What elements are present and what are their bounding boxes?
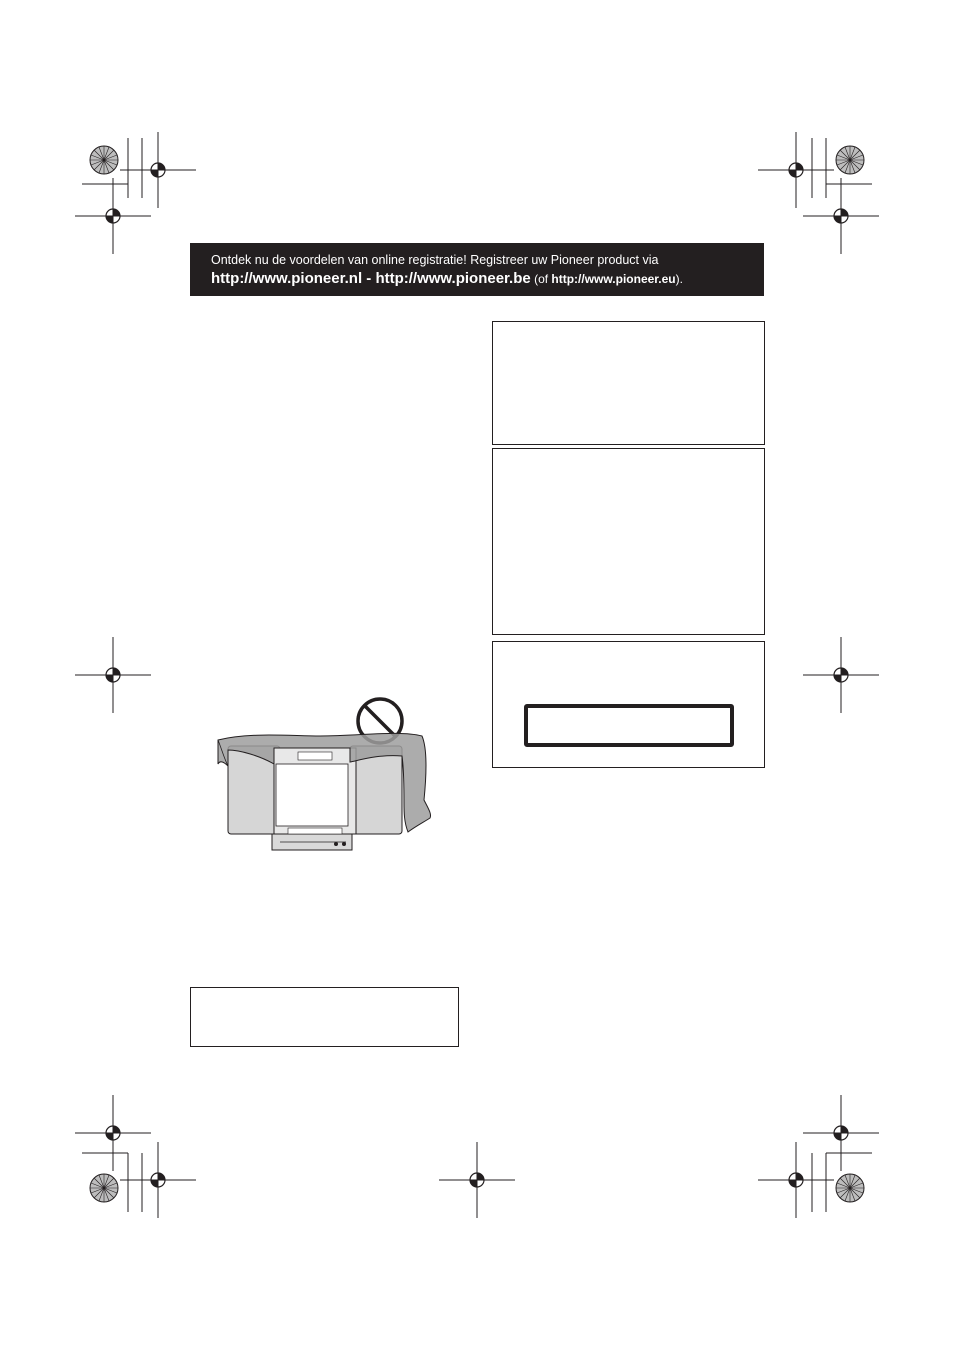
registration-banner [190, 243, 764, 296]
link-pioneer-be[interactable]: http://www.pioneer.be [375, 270, 531, 287]
corner-marks-top-left [75, 132, 196, 254]
alt-prefix: (of [530, 272, 552, 286]
notice-box-4 [190, 987, 459, 1047]
corner-marks-bottom-left [75, 1095, 196, 1218]
link-pioneer-nl[interactable]: http://www.pioneer.nl [211, 270, 363, 287]
alt-suffix: ). [675, 272, 683, 286]
url-separator: - [362, 270, 376, 287]
notice-box-3 [492, 641, 765, 768]
link-pioneer-eu[interactable]: http://www.pioneer.eu [551, 272, 676, 286]
notice-box-1 [492, 321, 765, 445]
label-frame [524, 704, 734, 747]
banner-intro-text: Ontdek nu de voordelen van online registratie! Registreer uw Pioneer product via [211, 253, 659, 267]
device-covered-illustration [210, 690, 440, 860]
banner-urls [211, 268, 764, 290]
notice-box-2 [492, 448, 765, 635]
corner-marks-bottom-right [758, 1095, 879, 1218]
corner-marks-top-right [758, 132, 879, 254]
